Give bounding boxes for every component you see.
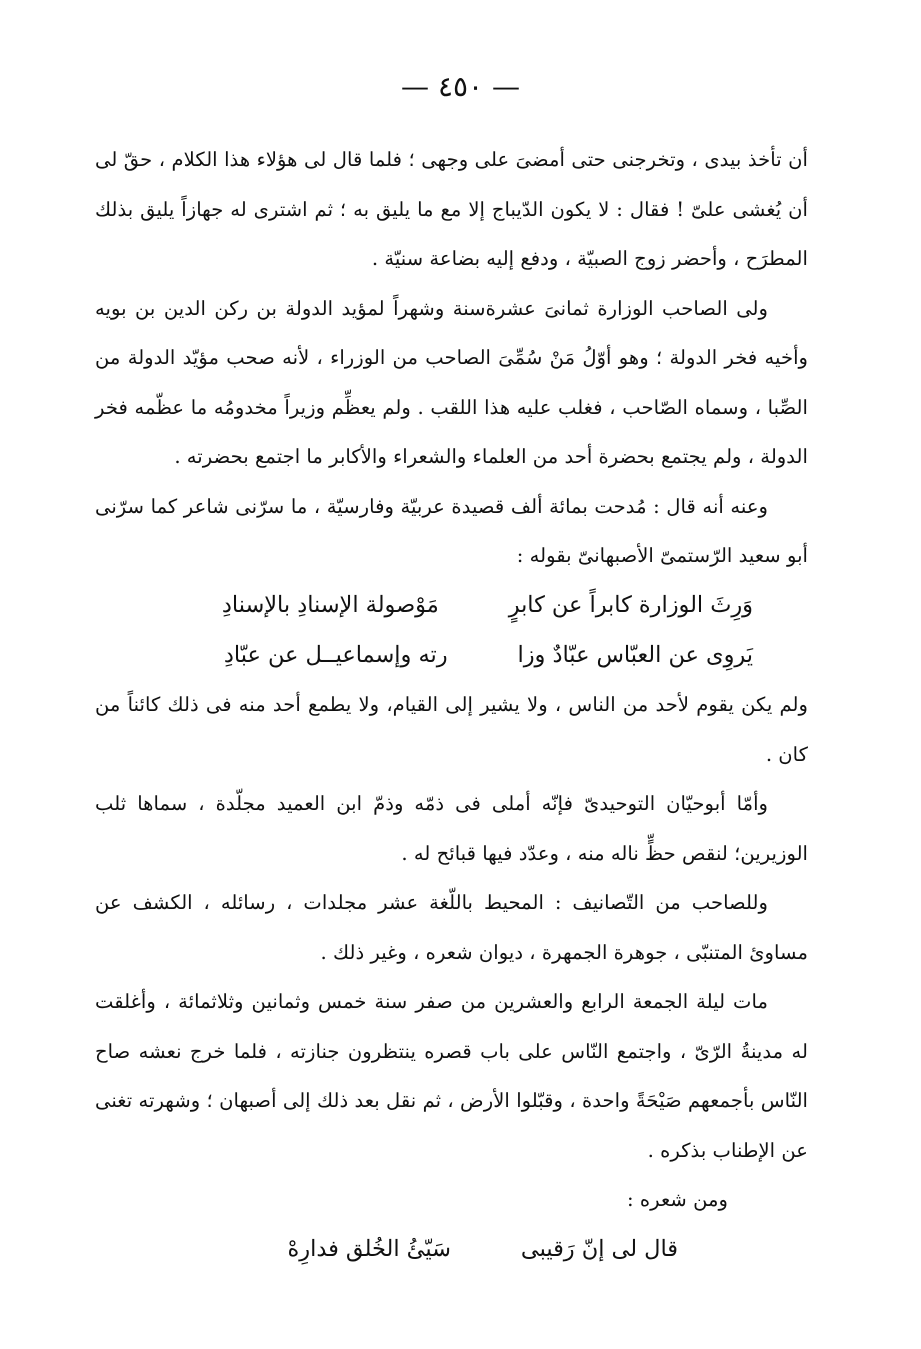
verse-hemistich: يَروِى عن العبّاس عبّادٌ وزا <box>517 641 753 668</box>
verse-hemistich: رته وإسماعيــل عن عبّادِ <box>223 641 448 668</box>
verse-hemistich: وَرِثَ الوزارة كابراً عن كابرٍ <box>508 592 753 618</box>
paragraph-praise: وعنه أنه قال : مُدحت بمائة ألف قصيدة عربيّة وفارسيّة ، ما سرّنى شاعر كما سرّنى أبو سعيد الرّستمىّ الأصبهانىّ بقوله : <box>95 494 808 568</box>
text-section-2 <box>95 680 808 1225</box>
paragraph-dowry-story: أن تأخذ بيدى ، وتخرجنى حتى أمضىَ على وجهى ؛ فلما قال لى هؤلاء هذا الكلام ، حقّ لى أن يُغشى علىّ ! فقال : لا يكون الدّيباج إلا مع ما يليق به ؛ ثم اشترى له جهازاً يليق بذلك المطرَح ، وأحضر زوج الصبيّة ، ودفع إليه بضاعة سنيّة . <box>95 148 808 271</box>
paragraph-works: وللصاحب من التّصانيف : المحيط باللّغة عشر مجلدات ، رسائله ، الكشف عن مساوئ المتنبّى ، جوهرة الجمهرة ، ديوان شعره ، وغير ذلك . <box>95 891 808 964</box>
verse-hemistich: سَيّئُ الخُلق فدارِهْ <box>287 1236 451 1262</box>
verse-hemistich: مَوْصولة الإسنادِ بالإسنادِ <box>221 592 439 618</box>
verse-line-1 <box>95 581 808 631</box>
paragraph-death: مات ليلة الجمعة الرابع والعشرين من صفر سنة خمس وثمانين وثلاثمائة ، وأغلقت له مدينةُ الرّىّ ، واجتمع النّاس على باب قصره ينتظرون جنازته ، فلما خرج نعشه صاح النّاس بأجمعهم صَيْحَةً واحدة ، وقبّلوا الأرض ، ثم نقل بعد ذلك إلى أصبهان ؛ وشهرته تغنى عن الإطناب بذكره . <box>95 990 808 1162</box>
paragraph-standing: ولم يكن يقوم لأحد من الناس ، ولا يشير إلى القيام، ولا يطمع أحد منه فى ذلك كائناً من كان . <box>95 693 808 766</box>
verse-line-2 <box>95 631 808 681</box>
paragraph-tawhidi: وأمّا أبوحيّان التوحيدىّ فإنّه أملى فى ذمّه وذمّ ابن العميد مجلّدة ، سماها ثلب الوزيرين؛ لنقص حظٍّ ناله منه ، وعدّد فيها قبائح له . <box>95 792 808 865</box>
text-section-1 <box>95 135 808 581</box>
verse-hemistich: قال لى إنّ رَقيبى <box>520 1236 678 1262</box>
paragraph-vizierate: ولى الصاحب الوزارة ثمانىَ عشرةسنة وشهراً لمؤيد الدولة بن ركن الدين بن بويه وأخيه فخر الدولة ؛ وهو أوّلُ مَنْ سُمِّىَ الصاحب من الوزراء ، لأنه صحب مؤيّد الدولة من الصِّبا ، وسماه الصّاحب ، فغلب عليه هذا اللقب . ولم يعظِّم وزيراً مخدومُه ما عظّمه فخر الدولة ، ولم يجتمع بحضرة أحد من العلماء والشعراء والأكابر ما اجتمع بحضرته . <box>95 296 808 469</box>
verse-line-3 <box>0 1225 808 1275</box>
page-number: — ٤٥٠ — <box>401 70 520 103</box>
poetry-intro: ومن شعره : <box>627 1188 728 1212</box>
verse-block-1 <box>95 581 808 680</box>
